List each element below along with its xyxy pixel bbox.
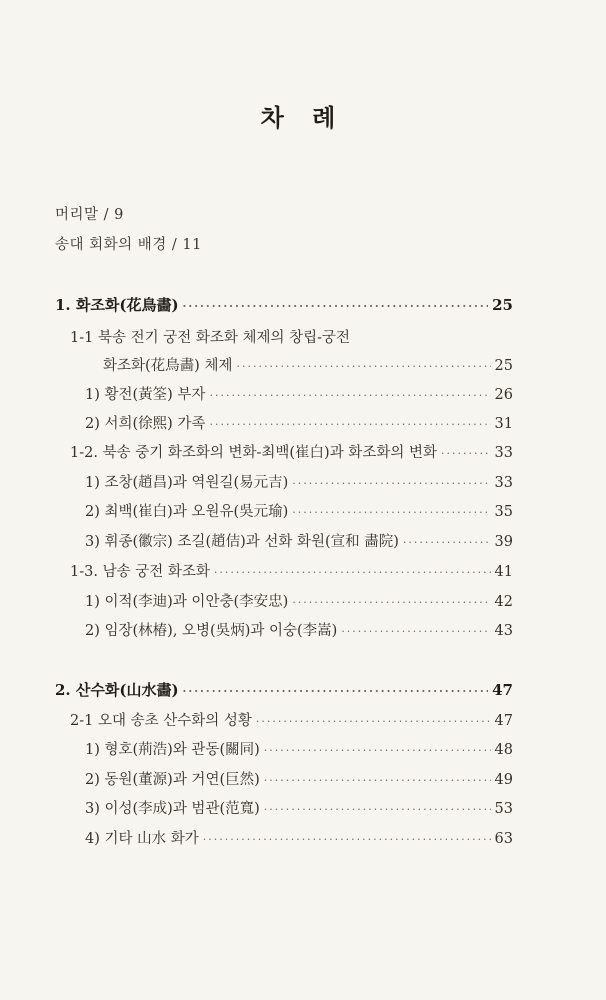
toc-section-2[interactable] xyxy=(55,679,513,700)
toc-page-number: 42 xyxy=(494,594,513,610)
toc-label: 1) 황전(黃筌) 부자 xyxy=(85,387,206,403)
toc-label: 1-3. 남송 궁전 화조화 xyxy=(70,564,210,580)
leader-dots xyxy=(256,715,491,728)
leader-dots xyxy=(214,566,491,579)
leader-dots xyxy=(264,803,491,816)
toc-label: 1. 화조화(花鳥畵) xyxy=(55,296,179,314)
toc-label: 2-1 오대 송초 산수화의 성황 xyxy=(70,713,252,729)
front-matter-background: 송대 회화의 배경 / 11 xyxy=(55,237,202,253)
toc-page-number: 26 xyxy=(494,387,513,403)
toc-item[interactable] xyxy=(85,797,513,818)
toc-page-number: 31 xyxy=(494,416,513,432)
leader-dots xyxy=(183,300,489,313)
leader-dots xyxy=(264,744,491,757)
toc-label: 1) 조창(趙昌)과 역원길(易元吉) xyxy=(85,475,289,491)
toc-page-number: 48 xyxy=(494,742,513,758)
leader-dots xyxy=(236,360,490,373)
toc-subsection-1-3[interactable] xyxy=(70,560,513,581)
leader-dots xyxy=(264,774,491,787)
toc-label: 4) 기타 山水 화가 xyxy=(85,831,199,847)
toc-page-number: 33 xyxy=(494,445,513,461)
toc-subsection-1-1-line1[interactable]: 1-1 북송 전기 궁전 화조화 체제의 창립-궁전 xyxy=(70,330,351,346)
toc-item[interactable] xyxy=(85,412,513,433)
toc-label: 3) 휘종(徽宗) 조길(趙佶)과 선화 화원(宣和 畵院) xyxy=(85,534,399,550)
toc-page-number: 35 xyxy=(494,504,513,520)
toc-label: 1) 형호(荊浩)와 관동(關同) xyxy=(85,742,260,758)
toc-page-number: 49 xyxy=(494,772,513,788)
toc-item[interactable] xyxy=(85,619,513,640)
toc-item[interactable] xyxy=(85,827,513,848)
toc-item[interactable] xyxy=(85,590,513,611)
toc-page-number: 25 xyxy=(492,296,513,314)
toc-item[interactable] xyxy=(85,471,513,492)
leader-dots xyxy=(209,418,490,431)
toc-page-number: 33 xyxy=(494,475,513,491)
toc-label: 2) 임장(林椿), 오병(吳炳)과 이숭(李嵩) xyxy=(85,623,338,639)
toc-label: 3) 이성(李成)과 범관(范寬) xyxy=(85,801,260,817)
toc-page-number: 53 xyxy=(494,801,513,817)
leader-dots xyxy=(292,477,490,490)
leader-dots xyxy=(441,447,491,460)
toc-label: 1) 이적(李迪)과 이안충(李安忠) xyxy=(85,594,289,610)
leader-dots xyxy=(341,625,490,638)
toc-page-number: 41 xyxy=(494,564,513,580)
toc-item[interactable] xyxy=(85,530,513,551)
page-title: 차 례 xyxy=(260,103,346,132)
toc-label: 2) 동원(董源)과 거연(巨然) xyxy=(85,772,260,788)
toc-item[interactable] xyxy=(85,768,513,789)
leader-dots xyxy=(209,389,490,402)
toc-label: 2. 산수화(山水畵) xyxy=(55,681,179,699)
toc-label: 2) 최백(崔白)과 오원유(吳元瑜) xyxy=(85,504,289,520)
toc-subsection-1-1[interactable] xyxy=(103,354,513,375)
toc-page-number: 39 xyxy=(494,534,513,550)
toc-page-number: 25 xyxy=(494,358,513,374)
toc-page-number: 63 xyxy=(494,831,513,847)
leader-dots xyxy=(292,506,490,519)
toc-page-number: 47 xyxy=(492,681,513,699)
toc-subsection-2-1[interactable] xyxy=(70,709,513,730)
front-matter-preface: 머리말 / 9 xyxy=(55,207,124,223)
leader-dots xyxy=(183,685,489,698)
toc-label: 화조화(花鳥畵) 체제 xyxy=(103,358,233,374)
toc-page-number: 47 xyxy=(494,713,513,729)
leader-dots xyxy=(292,596,490,609)
toc-item[interactable] xyxy=(85,383,513,404)
toc-item[interactable] xyxy=(85,738,513,759)
leader-dots xyxy=(403,536,491,549)
toc-label: 1-2. 북송 중기 화조화의 변화-최백(崔白)과 화조화의 변화 xyxy=(70,445,437,461)
toc-section-1[interactable] xyxy=(55,294,513,315)
leader-dots xyxy=(203,833,491,846)
toc-label: 2) 서희(徐熙) 가족 xyxy=(85,416,206,432)
toc-page-number: 43 xyxy=(494,623,513,639)
toc-item[interactable] xyxy=(85,500,513,521)
toc-subsection-1-2[interactable] xyxy=(70,441,513,462)
